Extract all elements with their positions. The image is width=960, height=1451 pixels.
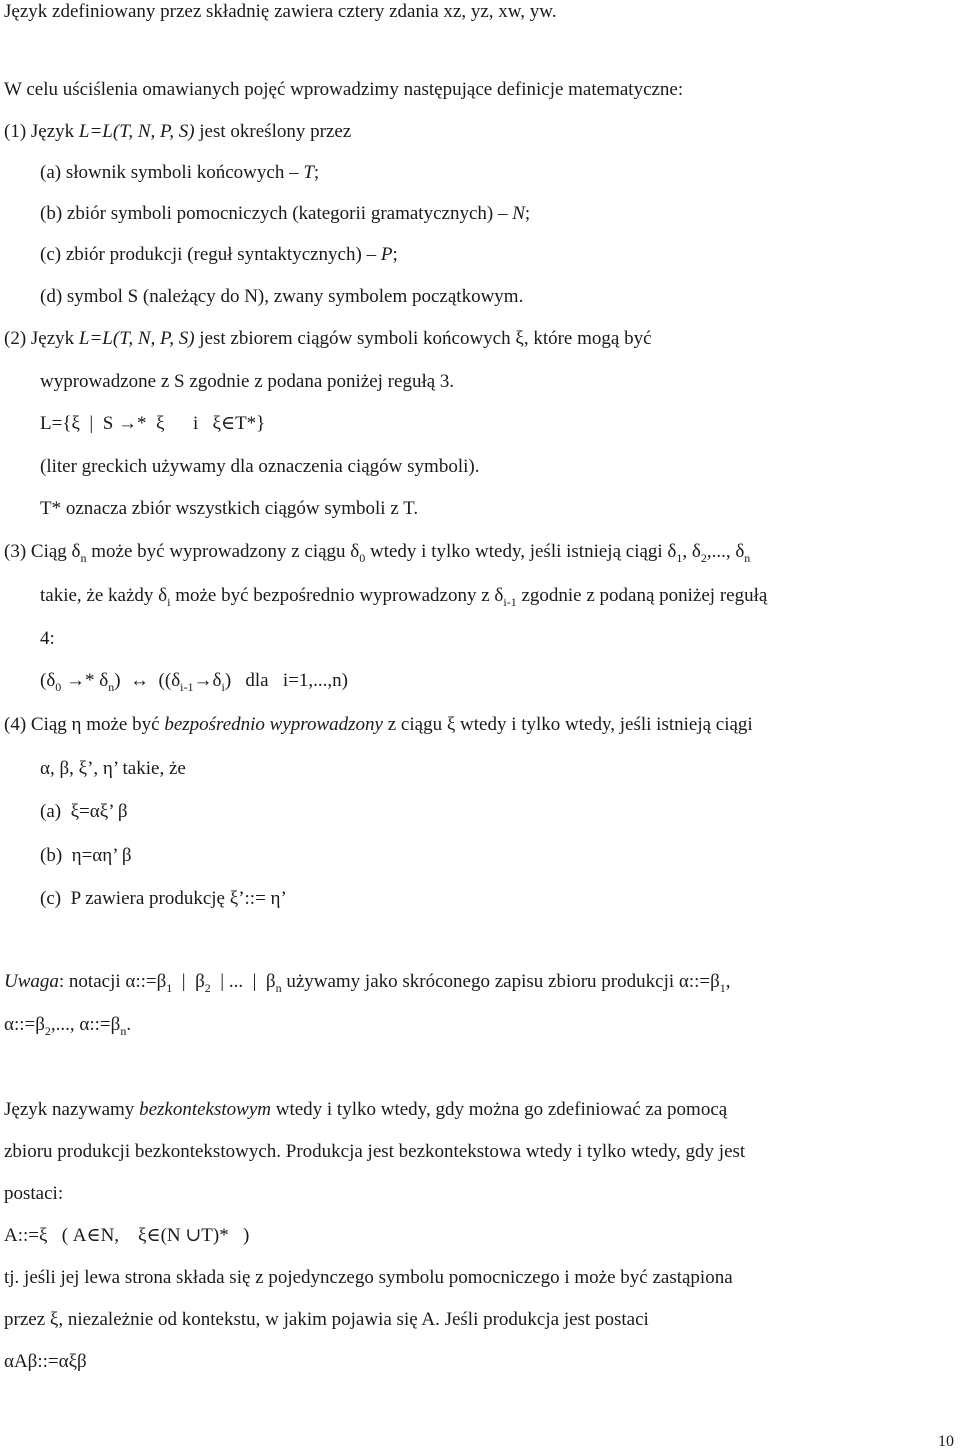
text-line: W celu uściślenia omawianych pojęć wprowadzimy następujące definicje matematyczne: (4, 79, 684, 100)
text-line: T* oznacza zbiór wszystkich ciągów symboli z T. (40, 498, 419, 519)
text-line: (4) Ciąg η może być bezpośrednio wyprowadzony z ciągu ξ wtedy i tylko wtedy, jeśli istnieją ciągi (4, 714, 753, 735)
text-line: (liter greckich używamy dla oznaczenia ciągów symboli). (40, 456, 480, 477)
text-line: (1) Język L=L(T, N, P, S) jest określony przez (4, 121, 352, 142)
text-line: zbioru produkcji bezkontekstowych. Produkcja jest bezkontekstowa wtedy i tylko wtedy, gdy jest (4, 1141, 746, 1162)
text-line: α, β, ξ’, η’ takie, że (40, 758, 186, 779)
text-line: (3) Ciąg $\delta_n$ może być wyprowadzony z ciągu $\delta_0$ wtedy i tylko wtedy, jeśli istnieją ciągi $\delta_1$, $\delta_2$,..., $\delta_n$ (4, 541, 751, 565)
text-line: $(\delta_0 \to* \delta_n)$ ↔ ($(\delta_{i-1}\to\delta_i)$ dla i=1,...,n) (40, 670, 348, 694)
text-line: $\alpha::=\beta_2$,..., $\alpha::=\beta_n$. (4, 1014, 132, 1038)
text-line: (2) Język L=L(T, N, P, S) jest zbiorem ciągów symboli końcowych ξ, które mogą być (4, 328, 652, 349)
text-line: (a) ξ=αξ’ β (40, 801, 128, 822)
page-number: 10 (938, 1433, 954, 1450)
text-line: wyprowadzone z S zgodnie z podana poniżej regułą 3. (40, 371, 455, 392)
text-line: tj. jeśli jej lewa strona składa się z pojedynczego symbolu pomocniczego i może być zastąpiona (4, 1267, 733, 1288)
text-line: (a) słownik symboli końcowych – T; (40, 162, 320, 183)
text-line: αAβ::=αξβ (4, 1351, 87, 1372)
text-line: L={ξ | S →* ξ i ξ∈T*} (40, 413, 266, 434)
text-line: takie, że każdy $\delta_i$ może być bezpośrednio wyprowadzony z $\delta_{i-1}$ zgodnie z podaną poniżej regułą (40, 585, 768, 609)
text-line: (b) zbiór symboli pomocniczych (kategorii gramatycznych) – N; (40, 203, 531, 224)
text-line: (b) η=αη’ β (40, 845, 132, 866)
text-line: postaci: (4, 1183, 64, 1204)
text-line: Uwaga: notacji $\alpha::=\beta_1$ | $\beta_2$ | ... | $\beta_n$ używamy jako skróconego zapisu zbioru produkcji $\alpha::=\beta_1$, (4, 971, 731, 995)
text-line: A::=ξ ( A∈N, ξ∈(N ∪T)* ) (4, 1225, 250, 1246)
text-line: 4: (40, 628, 55, 649)
text-line: (c) P zawiera produkcję ξ’::= η’ (40, 888, 287, 909)
text-line: Język zdefiniowany przez składnię zawiera cztery zdania xz, yz, xw, yw. (4, 1, 557, 22)
text-line: przez ξ, niezależnie od kontekstu, w jakim pojawia się A. Jeśli produkcja jest postaci (4, 1309, 649, 1330)
text-line: (d) symbol S (należący do N), zwany symbolem początkowym. (40, 286, 524, 307)
text-line: Język nazywamy bezkontekstowym wtedy i tylko wtedy, gdy można go zdefiniować za pomocą (4, 1099, 728, 1120)
text-line: (c) zbiór produkcji (reguł syntaktycznych) – P; (40, 244, 398, 265)
